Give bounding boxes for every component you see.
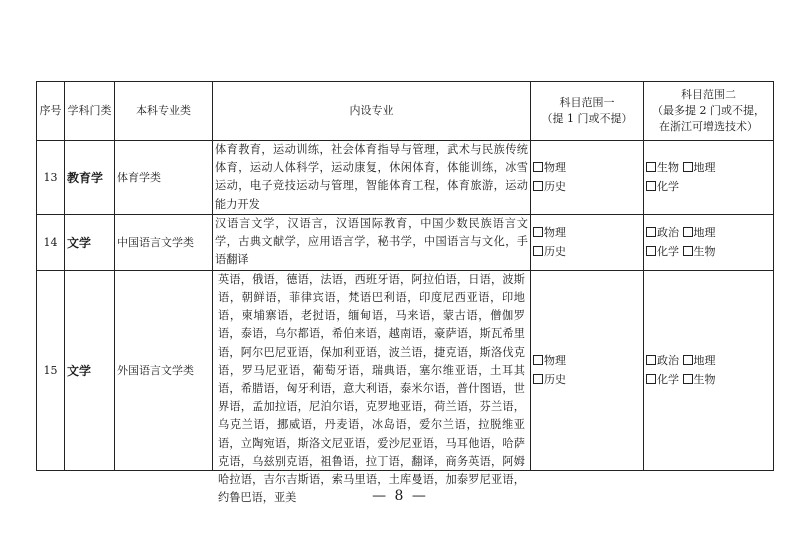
checkbox-icon [646,355,656,365]
subject-option: 地理 [693,354,716,368]
checkbox-icon [683,355,693,365]
header-no: 序号 [37,82,65,141]
subject-option: 历史 [544,373,566,387]
row-majors: 体育教育，运动训练，社会体育指导与管理，武术与民族传统体育，运动人体科学，运动康复，休闲体育，体能训练，冰雪运动，电子竞技运动与管理，智能体育工程，体育旅游，运动能力开发 [213,141,531,215]
subject-option: 生物 [657,161,679,175]
checkbox-icon [646,227,656,237]
row-subject-class: 外国语言文学类 [115,270,213,470]
subject-option: 物理 [544,161,566,175]
subject-option: 化学 [657,180,679,194]
subject-option: 生物 [693,373,716,387]
row-range1 [531,214,644,270]
table-row [37,141,774,215]
table-row [37,214,774,270]
row-no: 15 [37,270,65,470]
row-category: 文学 [65,270,115,470]
row-subject-class: 体育学类 [115,141,213,215]
subject-option: 政治 [657,354,679,368]
row-range2 [644,270,774,470]
row-range1 [531,270,644,470]
header-range2-note-2: 在浙江可增选技术） [659,120,758,133]
row-subject-class: 中国语言文学类 [115,214,213,270]
header-range1 [531,82,644,141]
header-subject-class: 本科专业类 [115,82,213,141]
checkbox-icon [533,181,543,191]
checkbox-icon [683,374,693,384]
header-range2 [644,82,774,141]
row-majors [213,270,531,505]
subject-option: 生物 [693,245,716,259]
row-no: 14 [37,214,65,270]
checkbox-icon [533,162,543,172]
row-category: 教育学 [65,141,115,215]
subject-option: 地理 [693,161,716,175]
checkbox-icon [533,227,543,237]
header-range2-title: 科目范围二 [681,88,736,101]
subject-option: 地理 [693,226,716,240]
subject-option: 历史 [544,245,566,259]
subject-option: 政治 [657,226,679,240]
header-majors: 内设专业 [213,82,531,141]
header-range1-title: 科目范围一 [559,96,615,109]
header-category: 学科门类 [65,82,115,141]
checkbox-icon [533,355,543,365]
row-majors-text: 英语，俄语，德语，法语，西班牙语，阿拉伯语，日语，波斯语，朝鲜语，菲律宾语，梵语巴利语，印度尼西亚语，印地语，柬埔寨语，老挝语，缅甸语，马来语，蒙古语，僧伽罗语，泰语，乌尔都语，希伯来语，越南语，豪萨语，斯瓦希里语，阿尔巴尼亚语，保加利亚语，波兰语，捷克语，斯洛伐克语，罗马尼亚语，葡萄牙语，瑞典语，塞尔维亚语，土耳其语，希腊语，匈牙利语，意大利语，泰米尔语，普什图语，世界语，孟加拉语，尼泊尔语，克罗地亚语，荷兰语，芬兰语，乌克兰语，挪威语，丹麦语，冰岛语，爱尔兰语，拉脱维亚语，立陶宛语，斯洛文尼亚语，爱沙尼亚语，马耳他语，哈萨克语，乌兹别克语，祖鲁语，拉丁语，翻译，商务英语，阿姆哈拉语，吉尔吉斯语，索马里语，土库曼语，加泰罗尼亚语，约鲁巴语，亚美 [218,272,525,505]
row-range1 [531,141,644,215]
checkbox-icon [646,374,656,384]
row-category: 文学 [65,214,115,270]
subject-option: 物理 [544,226,566,240]
checkbox-icon [533,246,543,256]
subject-option: 历史 [544,180,566,194]
checkbox-icon [646,246,656,256]
header-range1-note: （提 1 门或不提） [541,112,633,125]
checkbox-icon [646,162,656,172]
table-row [37,270,774,470]
row-majors: 汉语言文学，汉语言，汉语国际教育，中国少数民族语言文学，古典文献学，应用语言学，秘书学，中国语言与文化，手语翻译 [213,214,531,270]
header-range2-note-1: （最多提 2 门或不提， [652,104,765,117]
row-range2 [644,214,774,270]
checkbox-icon [533,374,543,384]
subject-option: 化学 [657,245,679,259]
checkbox-icon [683,246,693,256]
checkbox-icon [646,181,656,191]
subject-requirements-table [36,81,774,505]
row-no: 13 [37,141,65,215]
header-row [37,82,774,141]
subject-option: 物理 [544,354,566,368]
subject-option: 化学 [657,373,679,387]
row-range2 [644,141,774,215]
checkbox-icon [683,227,693,237]
checkbox-icon [683,162,693,172]
page-number: — 8 — [372,488,428,504]
